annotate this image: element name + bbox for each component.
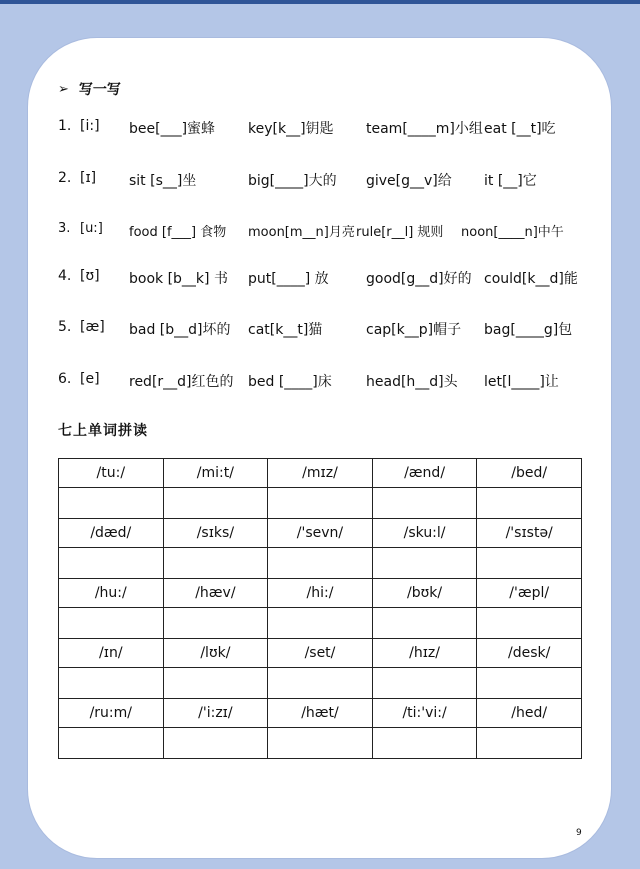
phonetic-table (58, 458, 582, 759)
word-blank: eat [__t]吃 (484, 121, 556, 137)
answer-cell[interactable] (372, 488, 477, 519)
phonetic-cell: /hed/ (477, 699, 582, 728)
answer-cell[interactable] (268, 668, 373, 699)
phonetic-cell: /'sevn/ (268, 519, 373, 548)
phonetic-row (59, 519, 582, 548)
word-blank: could[k__d]能 (484, 271, 578, 287)
word-blank: head[h__d]头 (366, 374, 458, 390)
answer-cell[interactable] (163, 608, 268, 639)
answer-cell[interactable] (372, 668, 477, 699)
answer-cell[interactable] (372, 608, 477, 639)
answer-cell[interactable] (477, 608, 582, 639)
answer-cell[interactable] (163, 548, 268, 579)
section-title-text: 写一写 (78, 82, 121, 98)
answer-cell[interactable] (268, 488, 373, 519)
word-blank: food [f___] 食物 (129, 225, 227, 240)
phoneme: [æ] (80, 319, 105, 335)
phonetic-row (59, 639, 582, 668)
phonetic-cell: /set/ (268, 639, 373, 668)
word-blank: cap[k__p]帽子 (366, 322, 462, 338)
phonetic-cell: /ru:m/ (59, 699, 164, 728)
answer-cell[interactable] (59, 548, 164, 579)
word-blank: bed [____]床 (248, 374, 332, 390)
word-blank: bee[___]蜜蜂 (129, 121, 216, 137)
phonetic-cell: /ti:'vi:/ (372, 699, 477, 728)
phoneme: [ʊ] (80, 268, 100, 284)
phonetic-cell: /dæd/ (59, 519, 164, 548)
phonetic-cell: /lʊk/ (163, 639, 268, 668)
phonetic-cell: /tu:/ (59, 459, 164, 488)
answer-cell[interactable] (477, 728, 582, 759)
row-number: 4. (58, 268, 72, 284)
top-border-line (0, 0, 640, 4)
answer-cell[interactable] (59, 608, 164, 639)
word-blank: team[____m]小组 (366, 121, 483, 137)
phonetic-cell: /hɪz/ (372, 639, 477, 668)
phonetic-cell: /'i:zɪ/ (163, 699, 268, 728)
answer-cell[interactable] (477, 668, 582, 699)
phonetic-cell: /hi:/ (268, 579, 373, 608)
phonetic-cell: /mi:t/ (163, 459, 268, 488)
word-blank: key[k__]钥匙 (248, 121, 334, 137)
phonetic-row (59, 579, 582, 608)
phoneme: [e] (80, 371, 100, 387)
arrow-bullet-icon: ➢ (58, 81, 69, 97)
phoneme: [u:] (80, 221, 103, 236)
answer-cell[interactable] (372, 728, 477, 759)
answer-cell[interactable] (372, 548, 477, 579)
phonetic-cell: /ænd/ (372, 459, 477, 488)
word-blank: big[____]大的 (248, 173, 337, 189)
phonetic-cell: /hu:/ (59, 579, 164, 608)
answer-row (59, 548, 582, 579)
phonetic-cell: /'sɪstə/ (477, 519, 582, 548)
answer-cell[interactable] (59, 488, 164, 519)
answer-row (59, 668, 582, 699)
answer-cell[interactable] (163, 728, 268, 759)
word-blank: it [__]它 (484, 173, 537, 189)
phonetic-cell: /mɪz/ (268, 459, 373, 488)
word-blank: rule[r__l] 规则 (356, 225, 444, 240)
answer-cell[interactable] (59, 728, 164, 759)
section-title (58, 78, 121, 100)
word-blank: noon[____n]中午 (461, 225, 564, 240)
phoneme: [i:] (80, 118, 100, 134)
word-blank: red[r__d]红色的 (129, 374, 234, 390)
answer-cell[interactable] (268, 548, 373, 579)
row-number: 3. (58, 221, 71, 236)
phonetic-cell: /desk/ (477, 639, 582, 668)
word-blank: book [b__k] 书 (129, 271, 228, 287)
word-blank: sit [s__]坐 (129, 173, 197, 189)
page-number: 9 (576, 828, 582, 838)
answer-cell[interactable] (268, 608, 373, 639)
row-number: 6. (58, 371, 72, 387)
phonetic-cell: /bʊk/ (372, 579, 477, 608)
answer-cell[interactable] (163, 488, 268, 519)
answer-cell[interactable] (477, 488, 582, 519)
table-title: 七上单词拼读 (58, 423, 148, 439)
phoneme: [ɪ] (80, 170, 97, 186)
phonetic-cell: /sɪks/ (163, 519, 268, 548)
answer-cell[interactable] (268, 728, 373, 759)
phonetic-cell: /hæv/ (163, 579, 268, 608)
phonetic-cell: /sku:l/ (372, 519, 477, 548)
answer-cell[interactable] (163, 668, 268, 699)
phonetic-cell: /bed/ (477, 459, 582, 488)
word-blank: give[g__v]给 (366, 173, 452, 189)
word-blank: good[g__d]好的 (366, 271, 472, 287)
phonetic-row (59, 459, 582, 488)
answer-row (59, 728, 582, 759)
phonetic-cell: /hæt/ (268, 699, 373, 728)
row-number: 1. (58, 118, 72, 134)
word-blank: cat[k__t]猫 (248, 322, 323, 338)
word-blank: moon[m__n]月亮 (248, 225, 355, 240)
answer-row (59, 608, 582, 639)
answer-row (59, 488, 582, 519)
row-number: 2. (58, 170, 72, 186)
word-blank: bag[____g]包 (484, 322, 573, 338)
word-blank: let[l____]让 (484, 374, 559, 390)
answer-cell[interactable] (477, 548, 582, 579)
phonetic-row (59, 699, 582, 728)
answer-cell[interactable] (59, 668, 164, 699)
word-blank: put[____] 放 (248, 271, 329, 287)
row-number: 5. (58, 319, 72, 335)
phonetic-cell: /'æpl/ (477, 579, 582, 608)
word-blank: bad [b__d]坏的 (129, 322, 231, 338)
phonetic-cell: /ɪn/ (59, 639, 164, 668)
